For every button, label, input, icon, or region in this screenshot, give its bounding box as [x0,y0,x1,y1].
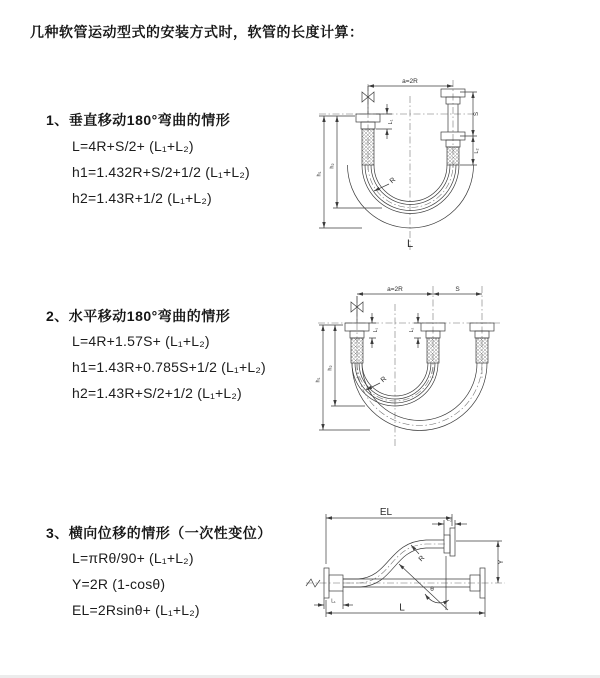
d1-dim-label-h1: h₁ [316,171,323,177]
d1-dim-label-s: S [474,111,480,117]
diagram-lateral-displacement [298,498,600,660]
d1-left-fitting [356,114,380,165]
d2-radius-label: R [379,375,389,385]
d2-hose-position-2 [352,363,487,431]
d3-dim-label-y: Y [498,559,505,565]
section-2-heading: 2、水平移动180°弯曲的情形 [46,308,231,324]
d3-dimensions [314,507,505,617]
d1-dim-label-a2r: a=2R [402,78,418,85]
d1-hose-u-bend [348,165,474,228]
d2-dim-label-l2: L₂ [409,327,415,333]
d2-dim-label-a2r: a=2R [387,286,403,293]
d2-dimensions [316,286,483,430]
section-2-formula-h1: h1=1.43R+0.785S+1/2 (L₁+L₂) [72,359,266,375]
d1-dim-label-h2: h₂ [329,163,336,169]
section-3-formula-EL: EL=2Rsinθ+ (L₁+L₂) [72,602,200,618]
d3-dim-label-l: L [399,602,405,614]
d2-dim-label-l1: L₁ [373,327,379,333]
section-2-formula-L: L=4R+1.57S+ (L₁+L₂) [72,333,210,349]
d3-radius-label: R [417,554,427,564]
d2-centerlines [315,286,500,448]
section-3-formula-Y: Y=2R (1-cosθ) [72,576,166,592]
section-1-formula-h2: h2=1.43R+1/2 (L₁+L₂) [72,190,212,206]
d1-dim-label-l2: L₂ [474,148,480,154]
diagram-horizontal-180-bend [310,280,600,470]
d1-length-label: L [406,238,414,250]
d3-hose-displaced [343,540,446,587]
d2-mid-braid [427,338,439,363]
d2-dim-label-h2: h₂ [327,365,334,371]
section-1-formula-L: L=4R+S/2+ (L₁+L₂) [72,138,194,154]
d1-valve-icon [362,86,374,114]
d2-left-braid [351,338,363,363]
page-title: 几种软管运动型式的安装方式时，软管的长度计算： [30,24,364,40]
d1-left-braid [362,129,374,165]
d3-angle-label: θ [430,586,434,593]
section-3-heading: 3、横向位移的情形（一次性变位） [46,525,272,541]
d1-dim-label-l1: L₁ [388,119,394,125]
d2-valve-icon [351,296,363,323]
d1-outer-arc [348,165,474,228]
section-1-heading: 1、垂直移动180°弯曲的情形 [46,112,231,128]
d3-upper-flange [444,528,455,556]
d1-right-braid [447,147,459,165]
d3-dim-label-l1: L₁ [331,598,336,605]
d3-dim-label-l2: L₂ [447,517,452,523]
d3-pipe-break-mark [306,579,320,587]
d2-dim-label-s: S [455,286,460,293]
d3-centerlines [306,579,505,587]
d3-dim-label-el: EL [379,507,393,518]
section-3-formula-L: L=πRθ/90+ (L₁+L₂) [72,550,194,566]
d1-radius-label: R [388,176,398,186]
diagram-vertical-180-bend [310,70,600,265]
section-1-formula-h1: h1=1.432R+S/2+1/2 (L₁+L₂) [72,164,250,180]
d2-dim-label-h1: h₁ [315,377,322,383]
d2-right-braid [476,338,488,363]
d2-fittings [345,323,494,363]
section-2-formula-h2: h2=1.43R+S/2+1/2 (L₁+L₂) [72,385,242,401]
